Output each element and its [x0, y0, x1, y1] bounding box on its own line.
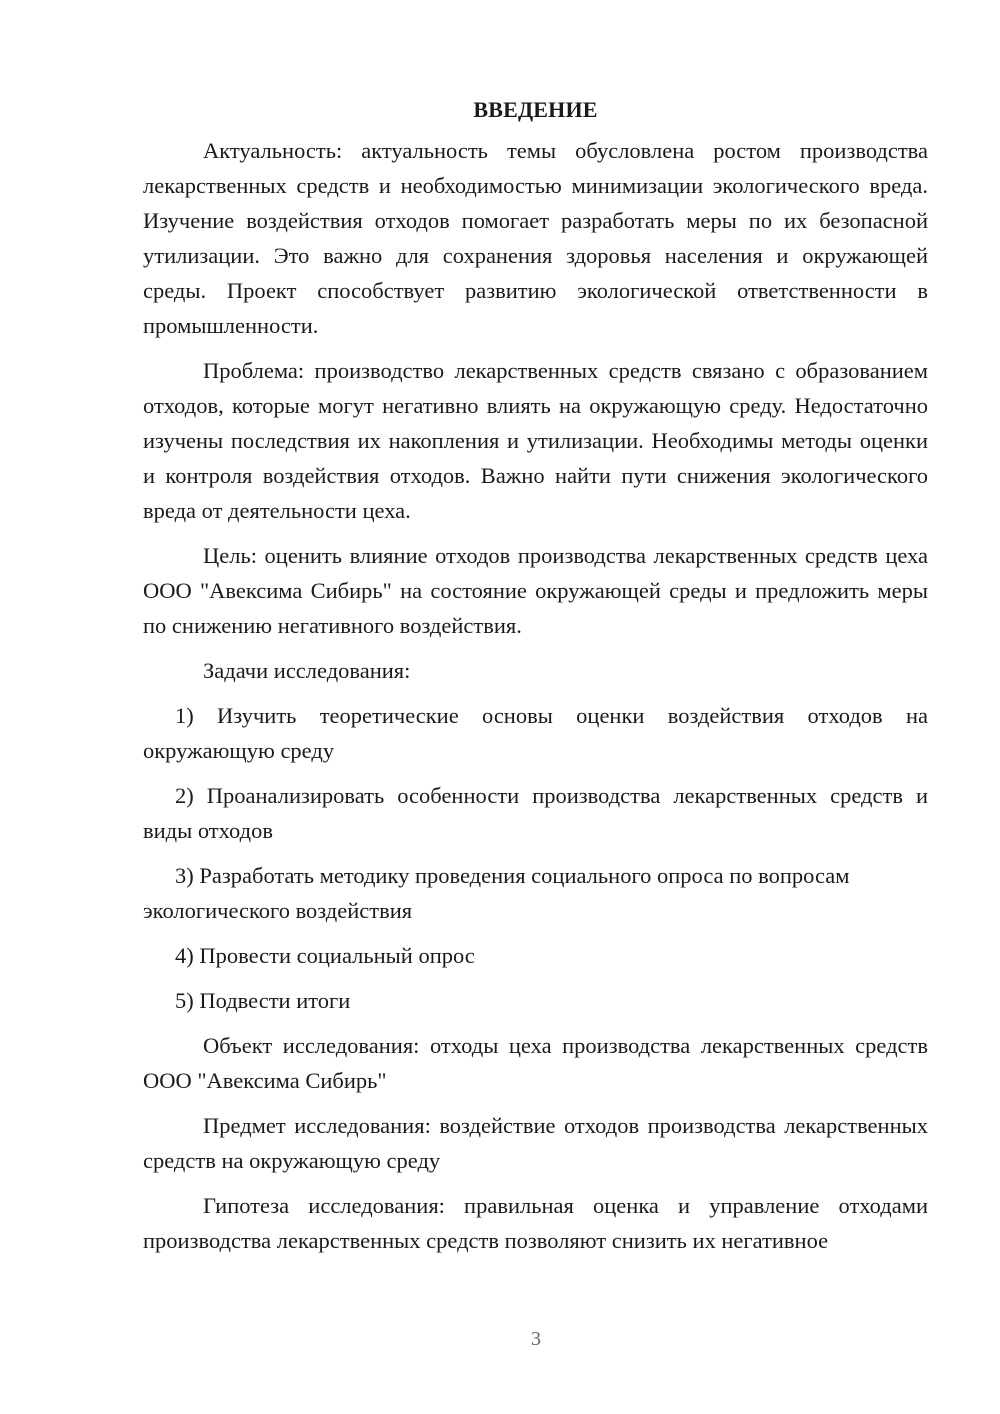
tasks-title: Задачи исследования:	[203, 658, 411, 683]
paragraph-goal: Цель: оценить влияние отходов производства лекарственных средств цеха ООО "Авексима Сибирь" на состояние окружающей среды и предложить меры по снижению негативного воздействия.	[143, 543, 928, 638]
paragraph-problem: Проблема: производство лекарственных средств связано с образованием отходов, которые могут негативно влиять на окружающую среду. Недостаточно изучены последствия их накопления и утилизации. Необходимы методы оценки и контроля воздействия отходов. Важно найти пути снижения экологического вреда от деятельности цеха.	[143, 358, 928, 523]
tasks-list	[143, 698, 928, 1018]
task-item: 3) Разработать методику проведения социального опроса по вопросам экологического воздействия	[143, 863, 850, 923]
section-heading: ВВЕДЕНИЕ	[473, 97, 598, 122]
paragraph-hypothesis: Гипотеза исследования: правильная оценка и управление отходами производства лекарственных средств позволяют снизить их негативное	[143, 1193, 928, 1253]
task-item: 2) Проанализировать особенности производства лекарственных средств и виды отходов	[143, 783, 928, 843]
task-item: 5) Подвести итоги	[175, 988, 351, 1013]
task-item: 4) Провести социальный опрос	[175, 943, 475, 968]
page-number: 3	[531, 1328, 541, 1350]
paragraph-object: Объект исследования: отходы цеха производства лекарственных средств ООО "Авексима Сибирь"	[143, 1033, 928, 1093]
paragraph-subject: Предмет исследования: воздействие отходов производства лекарственных средств на окружающую среду	[143, 1113, 928, 1173]
page-content	[143, 92, 928, 1268]
task-item: 1) Изучить теоретические основы оценки воздействия отходов на окружающую среду	[143, 703, 928, 763]
paragraph-relevance: Актуальность: актуальность темы обусловлена ростом производства лекарственных средств и необходимостью минимизации экологического вреда. Изучение воздействия отходов помогает разработать меры по их безопасной утилизации. Это важно для сохранения здоровья населения и окружающей среды. Проект способствует развитию экологической ответственности в промышленности.	[143, 138, 928, 338]
